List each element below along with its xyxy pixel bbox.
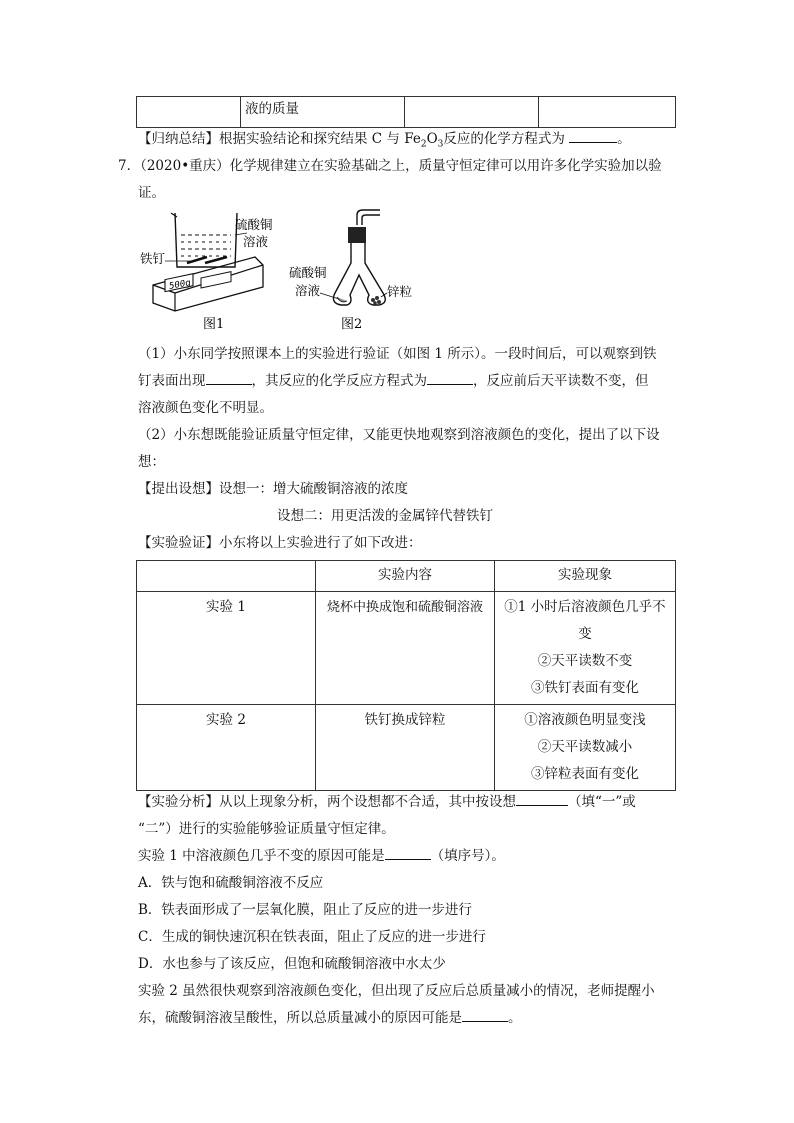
part1-line: 溶液颜色变化不明显。 <box>138 400 273 416</box>
answer-blank[interactable] <box>206 372 252 385</box>
table-cell <box>137 592 316 705</box>
analysis-text: 实验 1 中溶液颜色几乎不变的原因可能是 <box>138 848 385 864</box>
scale-reading: 500g <box>169 278 191 292</box>
leader-line <box>320 293 339 299</box>
hypothesis-1: 【提出设想】设想一：增大硫酸铜溶液的浓度 <box>138 481 408 497</box>
y-tube-illustration <box>333 210 385 305</box>
answer-blank[interactable] <box>462 1009 508 1022</box>
table-row <box>137 705 676 791</box>
part2-line: （2）小东想既能验证质量守恒定律，又能更快地观察到溶液颜色的变化，提出了以下设 <box>138 427 660 443</box>
part1-line: （1）小东同学按照课本上的实验进行验证（如图 1 所示）。一段时间后，可以观察到铁 <box>138 346 657 362</box>
part1-text: ，反应前后天平读数不变，但 <box>473 373 649 389</box>
table-header: 实验现象 <box>495 561 676 592</box>
table-row <box>137 97 676 128</box>
part1-line <box>138 372 649 390</box>
analysis-text: （填“一”或 <box>568 794 636 810</box>
table-cell <box>137 97 241 128</box>
hypothesis-2: 设想二：用更活泼的金属锌代替铁钉 <box>277 508 493 524</box>
option-a: A．铁与饱和硫酸铜溶液不反应 <box>138 875 324 891</box>
analysis-text: （填序号）。 <box>430 848 505 864</box>
fig1-label-nail: 铁钉 <box>140 251 166 266</box>
table-cell <box>495 705 676 791</box>
option-c: C．生成的铜快速沉积在铁表面，阻止了反应的进一步进行 <box>138 929 486 945</box>
table-cell <box>316 705 495 791</box>
verify-line: 【实验验证】小东将以上实验进行了如下改进： <box>138 535 422 551</box>
subscript: 2 <box>420 139 427 150</box>
analysis-line: 实验 2 虽然很快观察到溶液颜色变化，但出现了反应后总质量减小的情况，老师提醒小 <box>138 983 655 999</box>
table-row <box>137 592 676 705</box>
exp-name: 实验 1 <box>206 599 246 615</box>
subscript: 3 <box>437 139 444 150</box>
summary-line <box>138 130 631 154</box>
question-line: 证。 <box>138 185 165 201</box>
top-table <box>136 96 676 128</box>
exp-name: 实验 2 <box>206 712 246 728</box>
observation: 变 <box>578 626 592 642</box>
table-header: 实验内容 <box>316 561 495 592</box>
part1-text: ，其反应的化学反应方程式为 <box>251 373 427 389</box>
answer-blank[interactable] <box>569 130 617 143</box>
fig1-label-cuso4: 硫酸铜 <box>235 217 273 232</box>
table-cell <box>405 97 539 128</box>
analysis-line: “二”）进行的实验能够验证质量守恒定律。 <box>138 821 395 837</box>
answer-blank[interactable] <box>385 847 431 860</box>
summary-end: 。 <box>617 131 631 147</box>
answer-blank[interactable] <box>427 372 473 385</box>
question-line: 7．（2020•重庆）化学规律建立在实验基础之上，质量守恒定律可以用许多化学实验加以验 <box>118 158 662 174</box>
analysis-text: 【实验分析】从以上现象分析，两个设想都不合适，其中按设想 <box>138 794 516 810</box>
summary-mid: O <box>426 131 438 147</box>
observation: ③锌粒表面有变化 <box>531 766 639 782</box>
table-header <box>137 561 316 592</box>
part2-line: 想： <box>138 454 165 470</box>
beaker-illustration <box>171 213 237 267</box>
observation: ③铁钉表面有变化 <box>531 680 639 696</box>
analysis-line <box>138 793 636 811</box>
observation: ①1 小时后溶液颜色几乎不 <box>504 599 666 615</box>
fig2-label-solution: 溶液 <box>295 283 321 298</box>
fig2-caption: 图2 <box>341 317 363 332</box>
table-cell: 液的质量 <box>241 97 405 128</box>
table-cell <box>137 705 316 791</box>
option-b: B．铁表面形成了一层氧化膜，阻止了反应的进一步进行 <box>138 902 472 918</box>
summary-suffix: 反应的化学方程式为 <box>443 131 565 147</box>
summary-prefix: 【归纳总结】根据实验结论和探究结果 C 与 Fe <box>138 131 421 147</box>
analysis-line <box>138 847 505 865</box>
part1-text: 钉表面出现 <box>138 373 206 389</box>
observation: ①溶液颜色明显变浅 <box>524 712 646 728</box>
option-d: D．水也参与了该反应，但饱和硫酸铜溶液中水太少 <box>138 956 446 972</box>
experiment-figure <box>135 205 435 340</box>
exp-content: 铁钉换成锌粒 <box>364 712 446 728</box>
fig1-caption: 图1 <box>203 317 225 332</box>
observation: ②天平读数减小 <box>537 739 633 755</box>
fig2-label-cuso4: 硫酸铜 <box>289 265 327 280</box>
fig1-label-solution: 溶液 <box>243 234 269 249</box>
exp-content: 烧杯中换成饱和硫酸铜溶液 <box>326 600 483 615</box>
analysis-text: 。 <box>508 1010 522 1026</box>
analysis-line <box>138 1009 522 1027</box>
table-cell <box>495 592 676 705</box>
experiment-table <box>136 560 676 791</box>
answer-blank[interactable] <box>516 793 568 806</box>
analysis-text: 东，硫酸铜溶液呈酸性，所以总质量减小的原因可能是 <box>138 1010 462 1026</box>
fig2-label-zinc: 锌粒 <box>387 284 413 299</box>
table-header-row <box>137 561 676 592</box>
observation: ②天平读数不变 <box>537 653 633 669</box>
table-cell <box>539 97 676 128</box>
table-cell <box>316 592 495 705</box>
